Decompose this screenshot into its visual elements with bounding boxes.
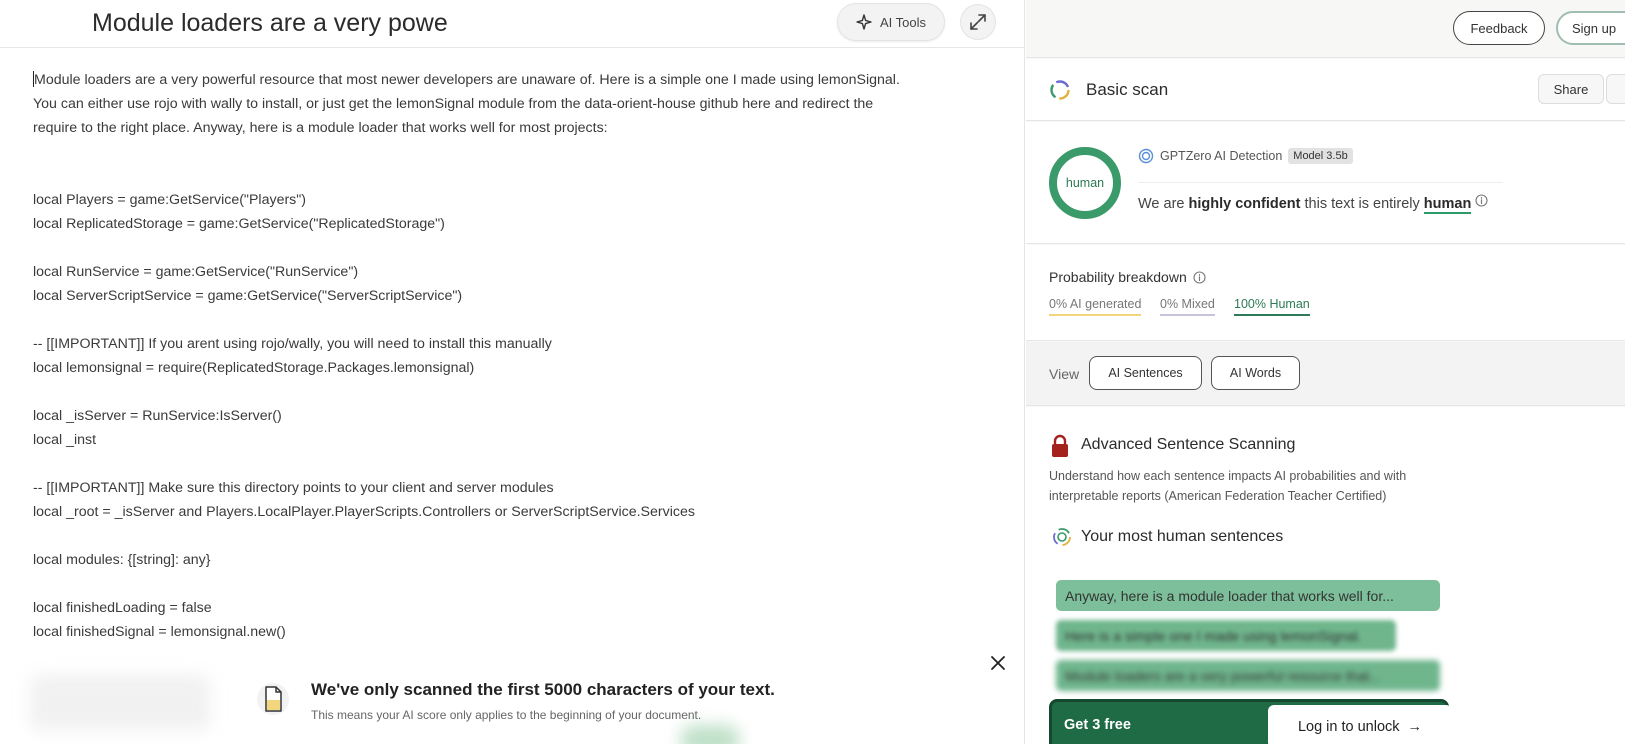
editor-header (0, 0, 1025, 48)
code-line: -- [[IMPORTANT]] Make sure this directory points to your client and server modules (33, 480, 554, 496)
blurred-placeholder (680, 725, 740, 744)
code-line: local RunService = game:GetService("RunService") (33, 264, 359, 280)
code-line: -- [[IMPORTANT]] If you arent using rojo/wally, you will need to install this manually (33, 336, 552, 352)
code-line: local ReplicatedStorage = game:GetService("ReplicatedStorage") (33, 216, 445, 232)
human-sentences-title: Your most human sentences (1081, 528, 1284, 545)
unlock-bar (1049, 699, 1449, 744)
ai-tools-label: AI Tools (879, 14, 926, 30)
scan-title: Basic scan (1086, 80, 1169, 99)
probability-breakdown (1026, 245, 1625, 341)
view-label: View (1049, 366, 1080, 382)
human-sentence-locked: Here is a simple one I made using lemonSignal. (1056, 620, 1396, 651)
code-line: local finishedSignal = lemonsignal.new() (33, 624, 286, 640)
intro-line-1: Module loaders are a very powerful resource that most newer developers are unaware of. Here is a simple one I made using lemonSignal. (34, 72, 900, 88)
code-line: local _root = _isServer and Players.LocalPlayer.PlayerScripts.Controllers or ServerScriptService.Services (33, 504, 695, 520)
model-badge: Model 3.5b (1288, 148, 1352, 164)
code-line: local finishedLoading = false (33, 600, 212, 616)
top-bar (1026, 0, 1625, 58)
get-free-label: Get 3 free (1064, 717, 1131, 733)
ai-words-button[interactable]: AI Words (1211, 356, 1300, 390)
detector-row (1138, 148, 1353, 164)
lock-icon (1049, 434, 1071, 458)
notice-subtitle: This means your AI score only applies to the beginning of your document. (311, 708, 702, 722)
score-label: human (1065, 176, 1105, 190)
expand-button[interactable] (960, 4, 996, 40)
advanced-title: Advanced Sentence Scanning (1081, 436, 1296, 453)
intro-line-2: You can either use rojo with wally to install, or just get the lemonSignal module from the data-orient-house github here and redirect the (33, 96, 874, 112)
code-line: local Players = game:GetService("Players") (33, 192, 307, 208)
code-line: local modules: {[string]: any} (33, 552, 211, 568)
ai-tools-button[interactable] (837, 3, 945, 41)
code-line: local lemonsignal = require(ReplicatedStorage.Packages.lemonsignal) (33, 360, 475, 376)
probability-ai: 0% AI generated (1049, 297, 1141, 316)
code-line: local _isServer = RunService:IsServer() (33, 408, 282, 424)
scan-limit-notice (0, 645, 1025, 744)
close-icon[interactable] (988, 653, 1008, 673)
probability-human: 100% Human (1234, 297, 1310, 316)
probability-mixed: 0% Mixed (1160, 297, 1215, 316)
blurred-placeholder (30, 675, 210, 730)
confidence-statement: We are highly confident this text is entirely human (1138, 194, 1488, 212)
document-text[interactable] (33, 68, 993, 644)
scan-panel (1026, 0, 1625, 744)
human-sentence-locked: Module loaders are a very powerful resource that... (1056, 660, 1440, 691)
human-sentences-icon (1052, 527, 1072, 547)
human-sentence[interactable]: Anyway, here is a module loader that works well for... (1056, 580, 1440, 611)
arrow-right-icon: → (1407, 718, 1423, 735)
scan-logo-icon (1049, 79, 1071, 101)
advanced-scanning (1026, 407, 1625, 744)
info-icon[interactable] (1193, 271, 1206, 284)
login-to-unlock-button[interactable]: Log in to unlock → (1268, 705, 1452, 744)
feedback-button[interactable]: Feedback (1453, 11, 1545, 45)
ai-sentences-button[interactable]: AI Sentences (1089, 356, 1202, 390)
code-line: local ServerScriptService = game:GetService("ServerScriptService") (33, 288, 463, 304)
view-selector (1026, 342, 1625, 406)
document-title[interactable]: Module loaders are a very powe (92, 9, 448, 37)
advanced-description: Understand how each sentence impacts AI probabilities and with interpretable reports (American Federation Teacher Certified) (1049, 469, 1407, 503)
signup-button[interactable]: Sign up (1556, 11, 1625, 45)
gptzero-icon (1138, 148, 1154, 164)
divider (1138, 182, 1503, 183)
info-icon[interactable] (1475, 194, 1488, 207)
code-line: local _inst (33, 432, 97, 448)
expand-icon (968, 12, 988, 32)
probability-title: Probability breakdown (1049, 269, 1206, 285)
scan-header (1026, 59, 1625, 121)
share-button[interactable]: Share (1538, 74, 1604, 104)
human-verdict-link[interactable]: human (1423, 196, 1472, 212)
sparkle-icon (856, 14, 872, 30)
notice-title: We've only scanned the first 5000 characters of your text. (311, 680, 775, 699)
intro-line-3: require to the right place. Anyway, here is a module loader that works well for most projects: (33, 120, 608, 136)
detector-name: GPTZero AI Detection (1160, 149, 1283, 163)
more-button[interactable] (1606, 74, 1625, 104)
document-icon (257, 682, 289, 716)
detection-result (1026, 122, 1625, 244)
